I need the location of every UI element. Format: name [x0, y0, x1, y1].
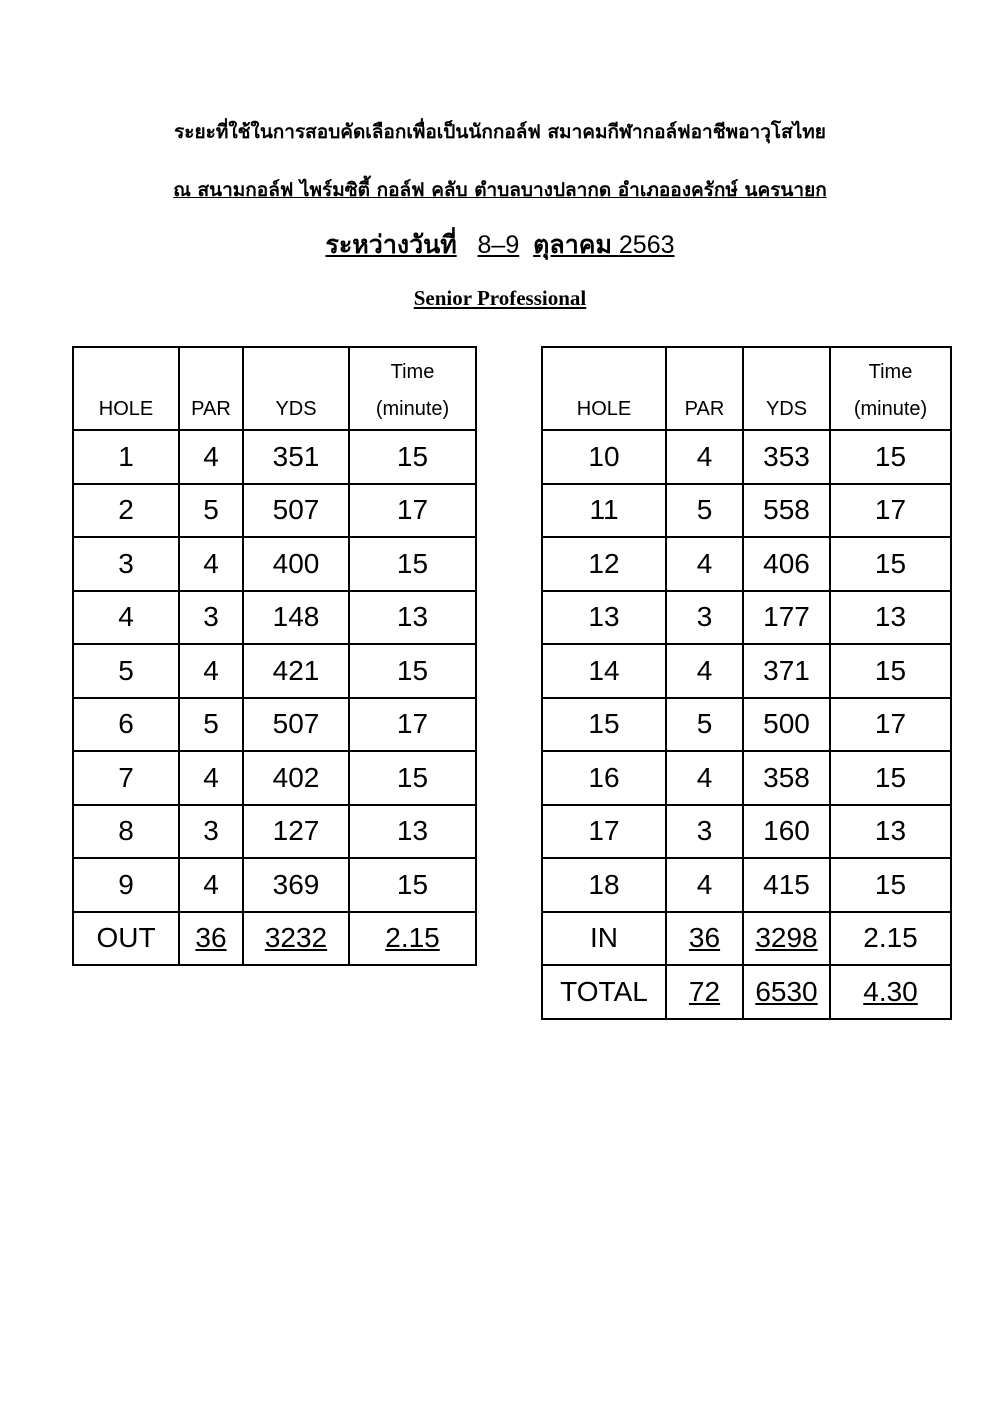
table-header-row — [542, 347, 951, 430]
table-row — [542, 644, 951, 698]
cell-yds: 371 — [743, 644, 830, 698]
cell-yds: 177 — [743, 591, 830, 645]
cell-par: 5 — [666, 698, 743, 752]
cell-par: 4 — [666, 644, 743, 698]
date-range: 8–9 — [477, 231, 520, 259]
cell-hole: 12 — [542, 537, 666, 591]
date-prefix: ระหว่างวันที่ — [325, 230, 457, 259]
col-time — [830, 347, 951, 430]
cell-hole: 1 — [73, 430, 179, 484]
cell-par: 4 — [179, 751, 243, 805]
total-yds: 3232 — [243, 912, 349, 966]
cell-par: 3 — [179, 805, 243, 859]
in-total-row — [542, 912, 951, 966]
cell-yds: 402 — [243, 751, 349, 805]
table-row — [73, 644, 476, 698]
back-nine-table — [541, 346, 952, 1020]
cell-yds: 160 — [743, 805, 830, 859]
col-time-unit: (minute) — [853, 398, 928, 420]
cell-hole: 15 — [542, 698, 666, 752]
table-row — [542, 484, 951, 538]
cell-time: 13 — [349, 591, 476, 645]
cell-time: 15 — [830, 537, 951, 591]
cell-yds: 351 — [243, 430, 349, 484]
date-year: 2563 — [618, 231, 675, 259]
cell-yds: 500 — [743, 698, 830, 752]
cell-yds: 127 — [243, 805, 349, 859]
cell-par: 5 — [179, 484, 243, 538]
cell-hole: 6 — [73, 698, 179, 752]
cell-time: 15 — [349, 430, 476, 484]
table-row — [73, 430, 476, 484]
table-row — [542, 858, 951, 912]
cell-hole: 2 — [73, 484, 179, 538]
col-time — [349, 347, 476, 430]
cell-yds: 558 — [743, 484, 830, 538]
cell-hole: 9 — [73, 858, 179, 912]
col-yds: YDS — [743, 347, 830, 430]
cell-hole: 17 — [542, 805, 666, 859]
table-row — [542, 591, 951, 645]
total-yds: 3298 — [743, 912, 830, 966]
cell-hole: 5 — [73, 644, 179, 698]
cell-time: 13 — [830, 805, 951, 859]
table-row — [542, 751, 951, 805]
cell-par: 4 — [179, 858, 243, 912]
cell-par: 4 — [179, 430, 243, 484]
cell-hole: 14 — [542, 644, 666, 698]
table-row — [542, 537, 951, 591]
cell-time: 15 — [349, 537, 476, 591]
cell-yds: 406 — [743, 537, 830, 591]
cell-par: 5 — [666, 484, 743, 538]
total-label: OUT — [73, 912, 179, 966]
cell-yds: 400 — [243, 537, 349, 591]
cell-time: 17 — [349, 484, 476, 538]
cell-par: 5 — [179, 698, 243, 752]
total-par: 36 — [179, 912, 243, 966]
cell-par: 4 — [179, 537, 243, 591]
cell-hole: 3 — [73, 537, 179, 591]
table-row — [73, 484, 476, 538]
cell-hole: 10 — [542, 430, 666, 484]
date-line — [0, 229, 1000, 261]
table-row — [73, 698, 476, 752]
col-hole: HOLE — [73, 347, 179, 430]
table-row — [542, 430, 951, 484]
cell-par: 4 — [179, 644, 243, 698]
table-row — [73, 805, 476, 859]
table-row — [73, 858, 476, 912]
table-row — [73, 537, 476, 591]
cell-time: 15 — [830, 751, 951, 805]
cell-hole: 11 — [542, 484, 666, 538]
table-row — [73, 751, 476, 805]
cell-yds: 421 — [243, 644, 349, 698]
col-time-label: Time — [868, 361, 913, 383]
cell-par: 3 — [179, 591, 243, 645]
grand-total-time: 4.30 — [830, 965, 951, 1019]
cell-hole: 18 — [542, 858, 666, 912]
grand-total-label: TOTAL — [542, 965, 666, 1019]
cell-time: 15 — [349, 644, 476, 698]
cell-hole: 16 — [542, 751, 666, 805]
col-time-unit: (minute) — [375, 398, 450, 420]
cell-par: 3 — [666, 805, 743, 859]
cell-time: 15 — [349, 751, 476, 805]
cell-par: 4 — [666, 430, 743, 484]
cell-par: 4 — [666, 751, 743, 805]
cell-yds: 358 — [743, 751, 830, 805]
cell-time: 15 — [830, 430, 951, 484]
cell-hole: 13 — [542, 591, 666, 645]
category-title: Senior Professional — [413, 286, 587, 310]
col-par: PAR — [179, 347, 243, 430]
total-par: 36 — [666, 912, 743, 966]
table-row — [542, 805, 951, 859]
total-label: IN — [542, 912, 666, 966]
cell-time: 17 — [830, 698, 951, 752]
cell-time: 15 — [349, 858, 476, 912]
col-yds: YDS — [243, 347, 349, 430]
cell-yds: 415 — [743, 858, 830, 912]
cell-par: 4 — [666, 858, 743, 912]
cell-time: 15 — [830, 858, 951, 912]
grand-total-yds: 6530 — [743, 965, 830, 1019]
back-nine-rows — [542, 430, 951, 912]
date-month: ตุลาคม — [533, 230, 612, 259]
cell-hole: 7 — [73, 751, 179, 805]
cell-time: 13 — [830, 591, 951, 645]
cell-time: 15 — [830, 644, 951, 698]
cell-yds: 148 — [243, 591, 349, 645]
cell-yds: 507 — [243, 698, 349, 752]
cell-yds: 369 — [243, 858, 349, 912]
cell-hole: 8 — [73, 805, 179, 859]
document-title: ระยะที่ใช้ในการสอบคัดเลือกเพื่อเป็นนักกอล์ฟ สมาคมกีฬากอล์ฟอาชีพอาวุโสไทย — [174, 121, 826, 143]
table-row — [73, 591, 476, 645]
col-time-label: Time — [390, 361, 435, 383]
cell-time: 17 — [349, 698, 476, 752]
cell-par: 3 — [666, 591, 743, 645]
grand-total-par: 72 — [666, 965, 743, 1019]
out-total-row — [73, 912, 476, 966]
col-hole: HOLE — [542, 347, 666, 430]
total-time: 2.15 — [349, 912, 476, 966]
col-par: PAR — [666, 347, 743, 430]
grand-total-row — [542, 965, 951, 1019]
front-nine-table — [72, 346, 477, 966]
cell-yds: 507 — [243, 484, 349, 538]
front-nine-rows — [73, 430, 476, 912]
cell-yds: 353 — [743, 430, 830, 484]
cell-time: 17 — [830, 484, 951, 538]
cell-hole: 4 — [73, 591, 179, 645]
total-time: 2.15 — [830, 912, 951, 966]
cell-time: 13 — [349, 805, 476, 859]
table-row — [542, 698, 951, 752]
cell-par: 4 — [666, 537, 743, 591]
venue-line: ณ สนามกอล์ฟ ไพร์มซิตี้ กอล์ฟ คลับ ตำบลบางปลากด อำเภอองครักษ์ นครนายก — [173, 179, 827, 201]
table-header-row — [73, 347, 476, 430]
